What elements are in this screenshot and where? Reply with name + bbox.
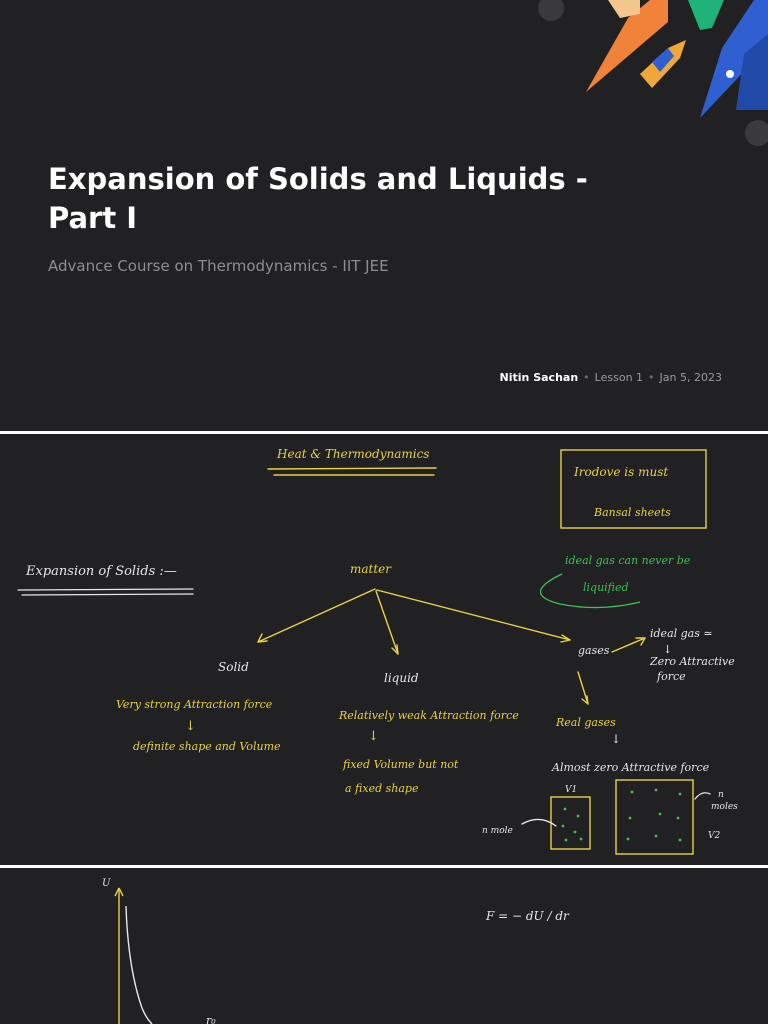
arrow-v2 <box>695 793 710 799</box>
meta-separator: • <box>648 371 655 384</box>
solid-arrow: ↓ <box>185 719 196 734</box>
almost-zero-label: Almost zero Attractive force <box>552 761 710 774</box>
heading-underline <box>268 468 436 469</box>
v1-label: V1 <box>565 785 578 795</box>
rocket-teal <box>688 0 724 30</box>
meta-separator: • <box>583 371 590 384</box>
author-name: Nitin Sachan <box>499 371 579 384</box>
solid-label: Solid <box>218 660 249 674</box>
potential-energy-graph <box>0 868 768 1024</box>
ideal-note-1: ideal gas can never be <box>565 554 691 567</box>
section-underline <box>18 589 193 590</box>
n-mole-label: n mole <box>482 826 513 836</box>
zero-attraction-1: Zero Attractive <box>650 655 735 668</box>
title-slide <box>0 0 768 431</box>
notes-slide <box>0 868 768 1024</box>
liquid-desc-1: Relatively weak Attraction force <box>339 709 519 722</box>
solid-desc-2: definite shape and Volume <box>133 740 281 753</box>
potential-curve <box>126 906 152 1024</box>
liquid-desc-2b: a fixed shape <box>345 782 419 795</box>
lesson-meta <box>500 371 722 384</box>
section-underline <box>22 594 193 595</box>
arrow-liquid <box>376 591 398 654</box>
arrow-solid <box>258 589 375 642</box>
rocket-window <box>726 70 734 78</box>
handwritten-notes <box>0 434 768 865</box>
page-title: Expansion of Solids and Liquids - Part I <box>48 162 588 235</box>
u-axis-label: U <box>102 878 111 889</box>
ideal-note-2: liquified <box>583 581 629 594</box>
decor-circle <box>538 0 564 21</box>
real-gases-label: Real gases <box>556 716 616 729</box>
course-subtitle: Advance Course on Thermodynamics - IIT JEE <box>48 257 389 275</box>
ideal-gas-arrow: ↓ <box>663 643 673 656</box>
lesson-date: Jan 5, 2023 <box>659 371 722 384</box>
decor-circle <box>745 120 768 146</box>
r0-label: r₀ <box>206 1014 216 1024</box>
section-heading: Expansion of Solids :— <box>26 564 177 579</box>
n-moles-label-1: n <box>718 790 724 800</box>
real-gases-arrow: ↓ <box>611 732 622 746</box>
arrow-ideal <box>612 638 645 652</box>
matter-label: matter <box>350 562 392 576</box>
notes-heading: Heat & Thermodynamics <box>277 447 430 461</box>
lesson-number: Lesson 1 <box>594 371 644 384</box>
container-v2 <box>616 780 693 854</box>
ideal-gas-label: ideal gas ≃ <box>650 627 713 640</box>
zero-attraction-2: force <box>657 670 686 683</box>
v2-label: V2 <box>708 831 721 841</box>
n-moles-label-2: moles <box>711 802 738 812</box>
gases-label: gases <box>578 644 610 657</box>
solid-desc-1: Very strong Attraction force <box>116 698 273 711</box>
box-line-2: Bansal sheets <box>594 506 671 519</box>
arrow-gases <box>377 590 570 640</box>
liquid-arrow: ↓ <box>368 729 379 744</box>
liquid-label: liquid <box>384 671 419 685</box>
liquid-desc-2a: fixed Volume but not <box>343 758 459 771</box>
force-formula: F = − dU / dr <box>486 909 569 923</box>
container-v1 <box>551 797 590 849</box>
notes-slide <box>0 434 768 865</box>
arrow-real-head <box>582 696 588 704</box>
box-line-1: Irodove is must <box>574 465 669 479</box>
